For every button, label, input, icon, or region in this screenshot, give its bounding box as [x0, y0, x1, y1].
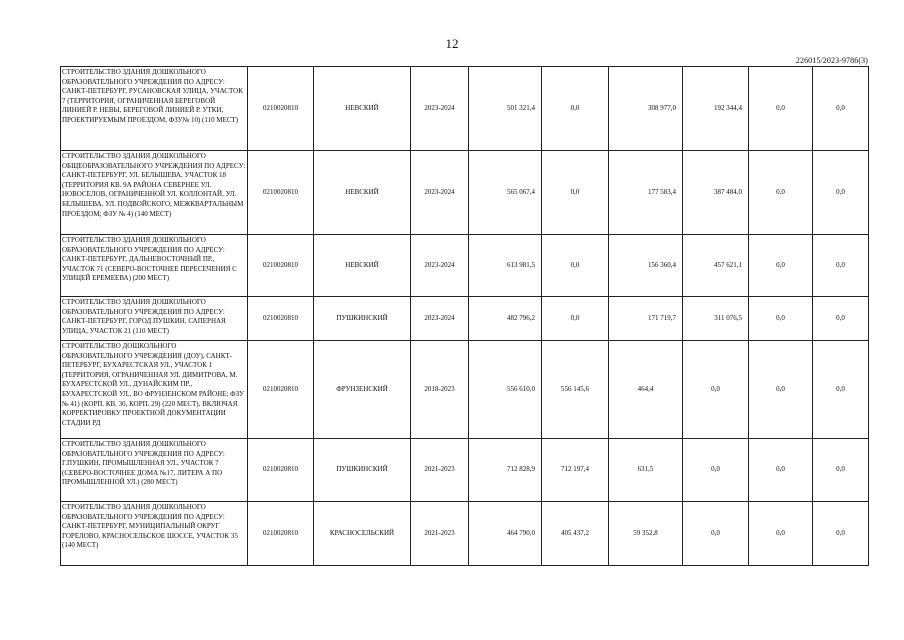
- value-col-1: 0,0: [542, 67, 609, 151]
- value-col-2: 177 583,4: [609, 151, 683, 235]
- table-row: [61, 67, 869, 151]
- budget-code: 0210020810: [248, 297, 314, 341]
- period: 2023-2024: [411, 235, 469, 297]
- value-col-5: 0,0: [813, 341, 869, 439]
- district: ПУШКИНСКИЙ: [314, 439, 411, 502]
- period: 2023-2024: [411, 67, 469, 151]
- table-row: [61, 502, 869, 566]
- value-col-4: 0,0: [749, 502, 813, 566]
- budget-table: [60, 66, 869, 566]
- value-col-3: 0,0: [683, 341, 749, 439]
- budget-code: 0210020810: [248, 439, 314, 502]
- value-col-2: 464,4: [609, 341, 683, 439]
- value-col-1: 405 437,2: [542, 502, 609, 566]
- budget-code: 0210020810: [248, 235, 314, 297]
- page-number: 12: [445, 36, 459, 51]
- total-cost: 565 067,4: [469, 151, 542, 235]
- period: 2023-2024: [411, 297, 469, 341]
- value-col-4: 0,0: [749, 67, 813, 151]
- district: ФРУНЗЕНСКИЙ: [314, 341, 411, 439]
- value-col-1: 0,0: [542, 297, 609, 341]
- value-col-1: 712 197,4: [542, 439, 609, 502]
- value-col-4: 0,0: [749, 439, 813, 502]
- district: НЕВСКИЙ: [314, 67, 411, 151]
- object-name: СТРОИТЕЛЬСТВО ДОШКОЛЬНОГО ОБРАЗОВАТЕЛЬНОГО УЧРЕЖДЕНИЯ (ДОУ), САНКТ-ПЕТЕРБУРГ, БУХАРЕСТСКАЯ УЛ., УЧАСТОК 1 (ТЕРРИТОРИЯ, ОГРАНИЧЕННАЯ УЛ. ДИМИТРОВА, М. БУХАРЕСТСКОЙ УЛ., ДУНАЙСКИМ ПР., БУХАРЕСТСКОЙ УЛ., ВО ФРУНЗЕНСКОМ РАЙОНЕ; ФЗУ № 41) (КОРП. КВ. 30, КОРП. 29) (220 МЕСТ), ВКЛЮЧАЯ КОРРЕКТИРОВКУ ПРОЕКТНОЙ ДОКУМЕНТАЦИИ СТАДИИ РД: [61, 341, 248, 439]
- table-row: [61, 341, 869, 439]
- value-col-2: 156 360,4: [609, 235, 683, 297]
- value-col-5: 0,0: [813, 502, 869, 566]
- value-col-1: 0,0: [542, 151, 609, 235]
- district: КРАСНОСЕЛЬСКИЙ: [314, 502, 411, 566]
- value-col-5: 0,0: [813, 67, 869, 151]
- object-name: СТРОИТЕЛЬСТВО ЗДАНИЯ ДОШКОЛЬНОГО ОБРАЗОВАТЕЛЬНОГО УЧРЕЖДЕНИЯ ПО АДРЕСУ: Г.ПУШКИН, ПРОМЫШЛЕННАЯ УЛ., УЧАСТОК 7 (СЕВЕРО-ВОСТОЧНЕЕ ДОМА №17, ЛИТЕРА А ПО ПРОМЫШЛЕННОЙ УЛ.) (280 МЕСТ): [61, 439, 248, 502]
- period: 2023-2024: [411, 151, 469, 235]
- budget-code: 0210020810: [248, 151, 314, 235]
- object-name: СТРОИТЕЛЬСТВО ЗДАНИЯ ДОШКОЛЬНОГО ОБРАЗОВАТЕЛЬНОГО УЧРЕЖДЕНИЯ ПО АДРЕСУ: САНКТ-ПЕТЕРБУРГ, МУНИЦИПАЛЬНЫЙ ОКРУГ ГОРЕЛОВО, КРАСНОСЕЛЬСКОЕ ШОССЕ, УЧАСТОК 35 (140 МЕСТ): [61, 502, 248, 566]
- table-row: [61, 151, 869, 235]
- budget-code: 0210020810: [248, 341, 314, 439]
- value-col-3: 457 621,1: [683, 235, 749, 297]
- value-col-3: 0,0: [683, 439, 749, 502]
- object-name: СТРОИТЕЛЬСТВО ЗДАНИЯ ДОШКОЛЬНОГО ОБРАЗОВАТЕЛЬНОГО УЧРЕЖДЕНИЯ ПО АДРЕСУ: САНКТ-ПЕТЕРБУРГ, ГОРОД ПУШКИН, САПЕРНАЯ УЛИЦА, УЧАСТОК 21 (110 МЕСТ): [61, 297, 248, 341]
- value-col-3: 192 344,4: [683, 67, 749, 151]
- value-col-1: 0,0: [542, 235, 609, 297]
- table-row: [61, 297, 869, 341]
- value-col-3: 0,0: [683, 502, 749, 566]
- value-col-5: 0,0: [813, 439, 869, 502]
- value-col-2: 308 977,0: [609, 67, 683, 151]
- value-col-3: 311 076,5: [683, 297, 749, 341]
- period: 2021-2023: [411, 502, 469, 566]
- value-col-5: 0,0: [813, 235, 869, 297]
- object-name: СТРОИТЕЛЬСТВО ЗДАНИЯ ДОШКОЛЬНОГО ОБЩЕОБРАЗОВАТЕЛЬНОГО УЧРЕЖДЕНИЯ ПО АДРЕСУ: САНКТ-ПЕТЕРБУРГ, УЛ. БЕЛЫШЕВА, УЧАСТОК 18 (ТЕРРИТОРИЯ КВ. 9А РАЙОНА СЕВЕРНЕЕ УЛ. НОВОСЕЛОВ, ОГРАНИЧЕННОЙ УЛ. КОЛЛОНТАЙ, УЛ. БЕЛЫШЕВА, УЛ. ПОДВОЙСКОГО, МЕЖКВАРТАЛЬНЫМ ПРОЕЗДОМ; ФЗУ № 4) (140 МЕСТ): [61, 151, 248, 235]
- district: НЕВСКИЙ: [314, 235, 411, 297]
- object-name: СТРОИТЕЛЬСТВО ЗДАНИЯ ДОШКОЛЬНОГО ОБРАЗОВАТЕЛЬНОГО УЧРЕЖДЕНИЯ ПО АДРЕСУ: САНКТ-ПЕТЕРБУРГ, РУСАНОВСКАЯ УЛИЦА, УЧАСТОК 7 (ТЕРРИТОРИЯ, ОГРАНИЧЕННАЯ БЕРЕГОВОЙ ЛИНИЕЙ Р. НЕВЫ, БЕРЕГОВОЙ ЛИНИЕЙ Р. УТКИ, ПРОЕКТИРУЕМЫМ ПРОЕЗДОМ, ФЗУ№ 10) (110 МЕСТ): [61, 67, 248, 151]
- total-cost: 556 610,0: [469, 341, 542, 439]
- period: 2021-2023: [411, 439, 469, 502]
- value-col-3: 387 484,0: [683, 151, 749, 235]
- value-col-5: 0,0: [813, 297, 869, 341]
- total-cost: 712 828,9: [469, 439, 542, 502]
- budget-code: 0210020810: [248, 67, 314, 151]
- period: 2018-2023: [411, 341, 469, 439]
- value-col-4: 0,0: [749, 235, 813, 297]
- value-col-4: 0,0: [749, 341, 813, 439]
- table-row: [61, 235, 869, 297]
- budget-code: 0210020810: [248, 502, 314, 566]
- total-cost: 464 790,0: [469, 502, 542, 566]
- total-cost: 501 321,4: [469, 67, 542, 151]
- total-cost: 482 796,2: [469, 297, 542, 341]
- value-col-5: 0,0: [813, 151, 869, 235]
- table-row: [61, 439, 869, 502]
- total-cost: 613 981,5: [469, 235, 542, 297]
- value-col-2: 59 352,8: [609, 502, 683, 566]
- object-name: СТРОИТЕЛЬСТВО ЗДАНИЯ ДОШКОЛЬНОГО ОБРАЗОВАТЕЛЬНОГО УЧРЕЖДЕНИЯ ПО АДРЕСУ: САНКТ-ПЕТЕРБУРГ, ДАЛЬНЕВОСТОЧНЫЙ ПР., УЧАСТОК 71 (СЕВЕРО-ВОСТОЧНЕЕ ПЕРЕСЕЧЕНИЯ С УЛИЦЕЙ ЕРЕМЕЕВА) (200 МЕСТ): [61, 235, 248, 297]
- value-col-4: 0,0: [749, 297, 813, 341]
- value-col-2: 631,5: [609, 439, 683, 502]
- district: ПУШКИНСКИЙ: [314, 297, 411, 341]
- document-reference: 226015/2023-9786(3): [795, 56, 868, 65]
- value-col-4: 0,0: [749, 151, 813, 235]
- value-col-2: 171 719,7: [609, 297, 683, 341]
- district: НЕВСКИЙ: [314, 151, 411, 235]
- value-col-1: 556 145,6: [542, 341, 609, 439]
